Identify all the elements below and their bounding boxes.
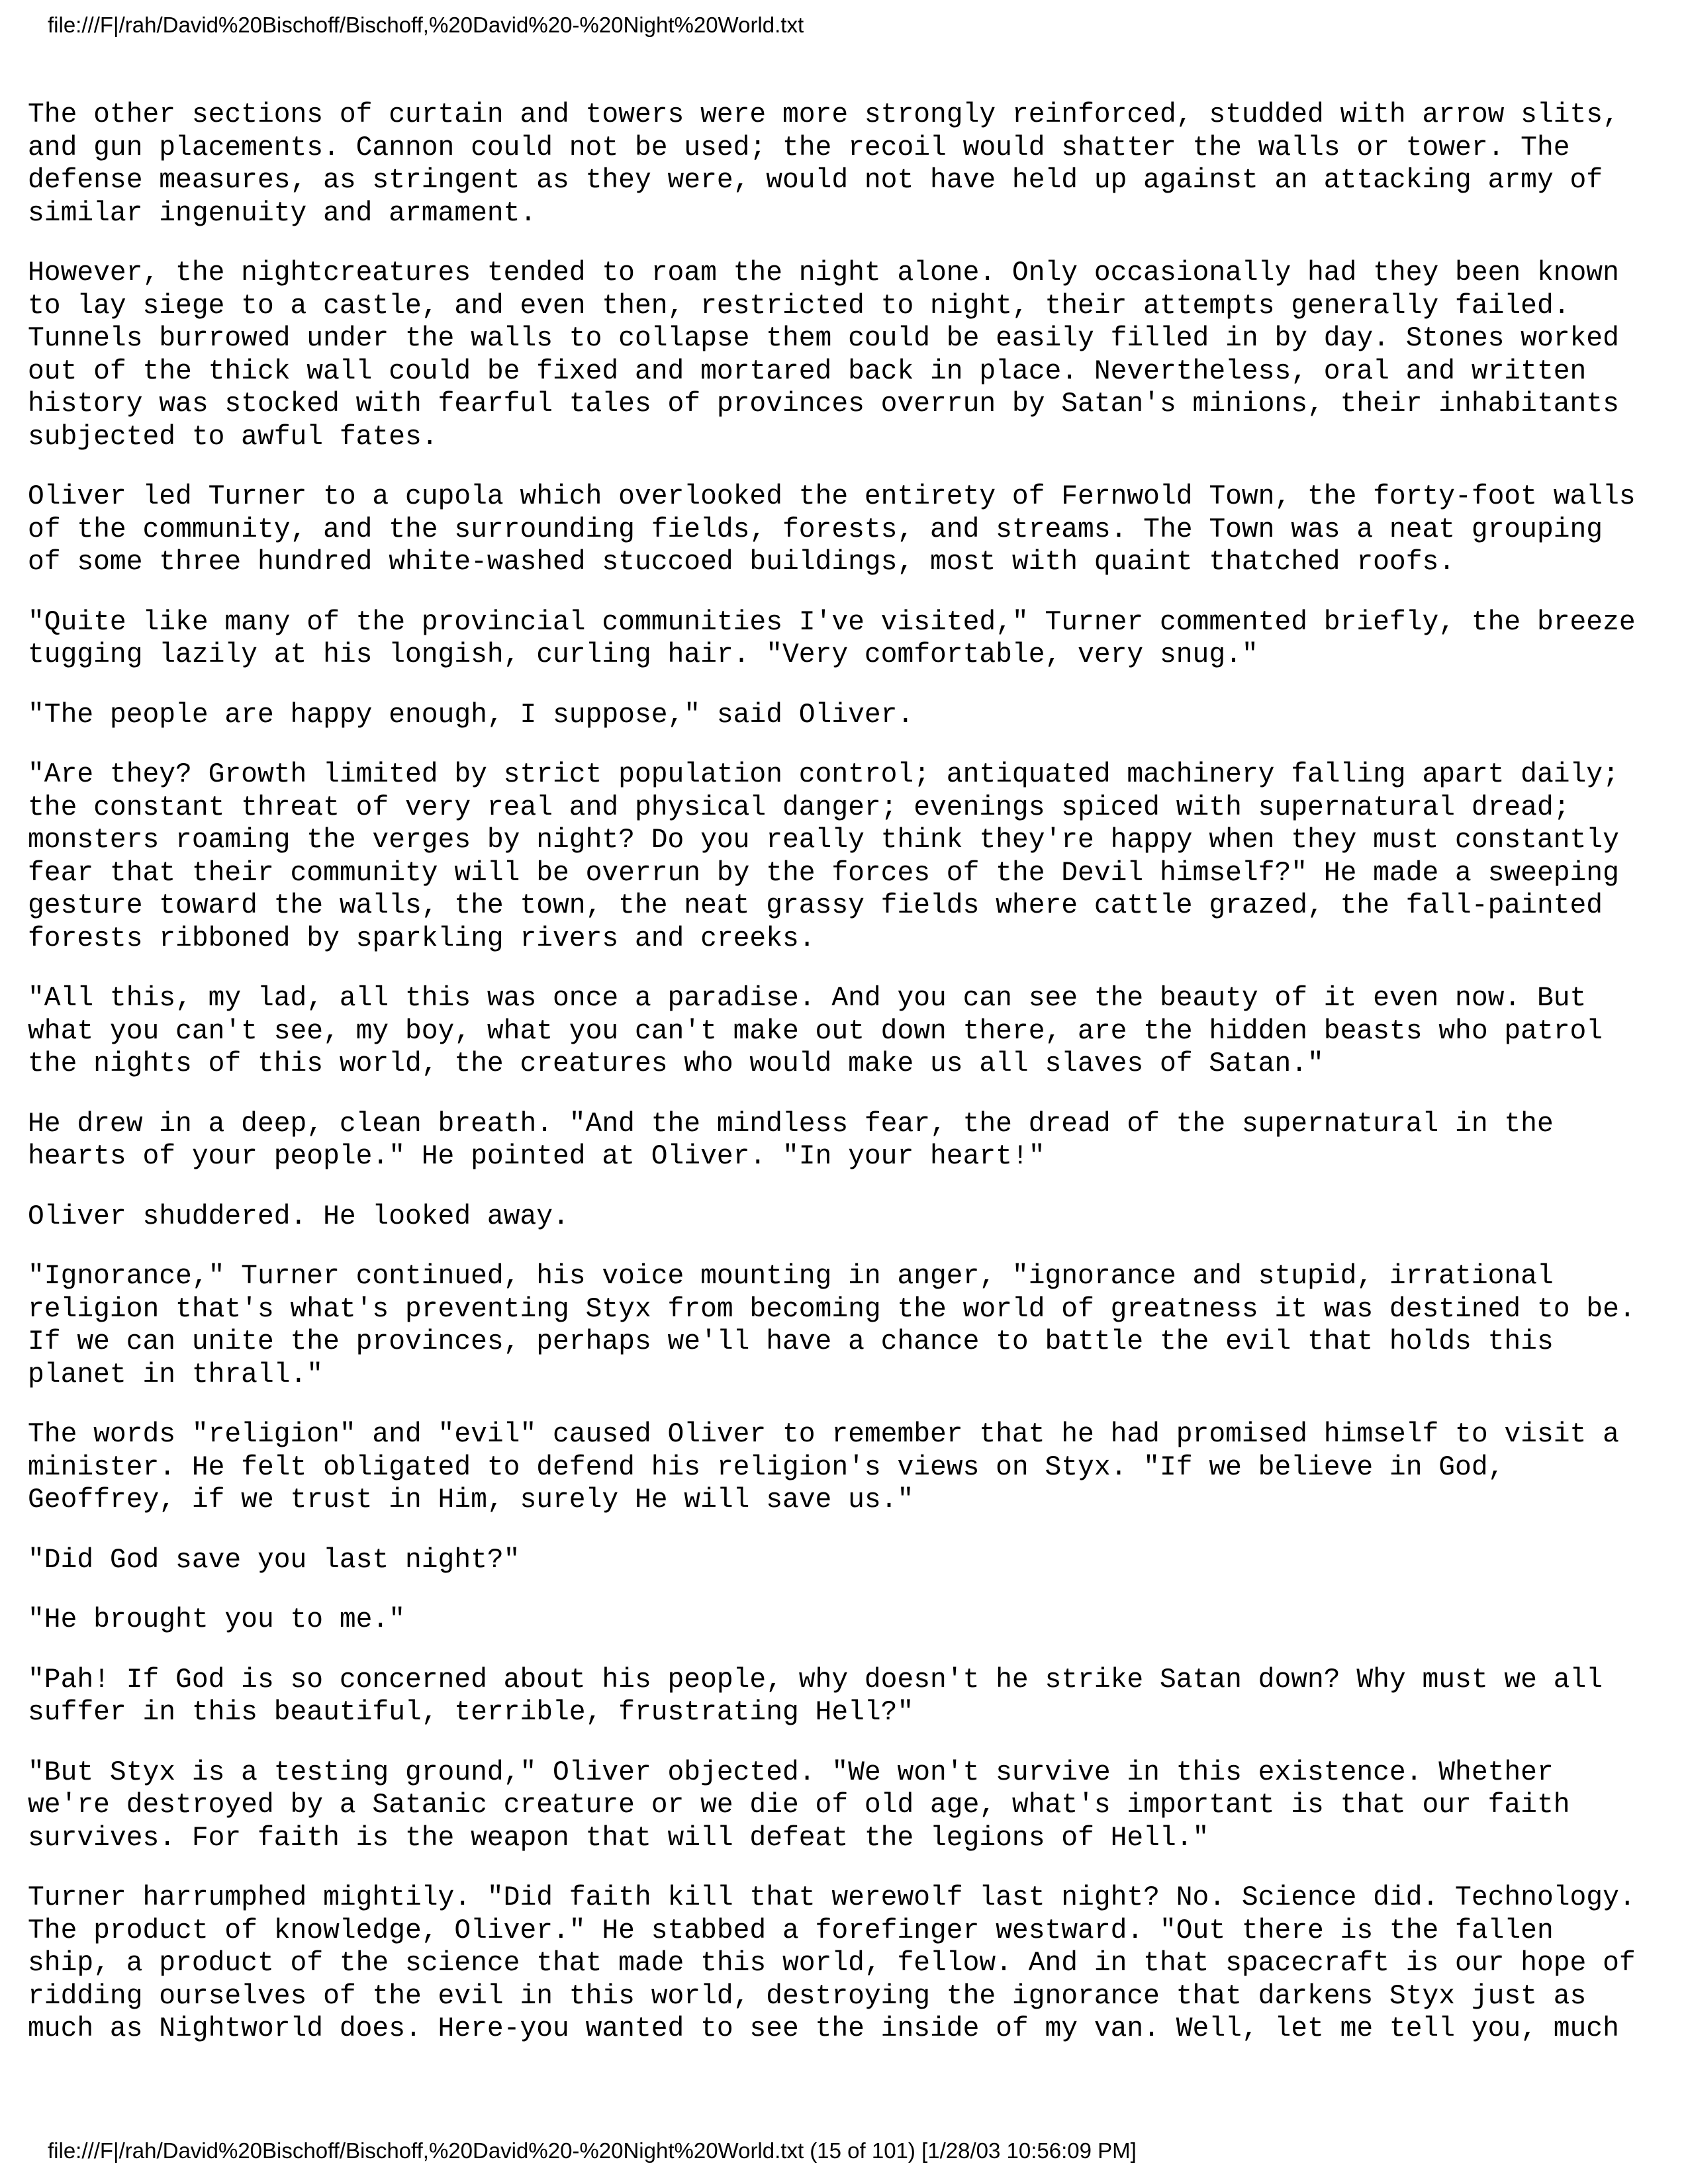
paragraph: However, the nightcreatures tended to roam the night alone. Only occasionally had they been known to lay siege to a castle, and even then, restricted to night, their attempts generally failed. Tunnels burrowed under the walls to collapse them could be easily filled in by day. Stones worked out of the thick wall could be fixed and mortared back in place. Nevertheless, oral and written history was stocked with fearful tales of provinces overrun by Satan's minions, their inhabitants subjected to awful fates. — [28, 258, 1619, 453]
paragraph: "Pah! If God is so concerned about his people, why doesn't he strike Satan down? Why must we all suffer in this beautiful, terrible, frustrating Hell?" — [28, 1664, 1603, 1728]
paragraph: "He brought you to me." — [28, 1605, 405, 1635]
paragraph: The words "religion" and "evil" caused Oliver to remember that he had promised himself to visit a minister. He felt obligated to defend his religion's views on Styx. "If we believe in God, Geoffrey, if we trust in Him, surely He will save us." — [28, 1420, 1619, 1516]
paragraph: He drew in a deep, clean breath. "And the mindless fear, the dread of the supernatural in the hearts of your people." He pointed at Oliver. "In your heart!" — [28, 1109, 1554, 1172]
paragraph: "Ignorance," Turner continued, his voice mounting in anger, "ignorance and stupid, irrational religion that's what's preventing Styx from becoming the world of greatness it was destined to be. If we can unite the provinces, perhaps we'll have a chance to battle the evil that holds this planet in thrall." — [28, 1261, 1636, 1390]
page-footer-path: file:///F|/rah/David%20Bischoff/Bischoff,%20David%20-%20Night%20World.txt (15 of 101) [1/28/03 10:56:09 PM] — [48, 2138, 1137, 2163]
paragraph: Oliver shuddered. He looked away. — [28, 1201, 569, 1232]
paragraph: The other sections of curtain and towers were more strongly reinforced, studded with arrow slits, and gun placements. Cannon could not be used; the recoil would shatter the walls or tower. The defense measures, as stringent as they were, would not have held up against an attacking army of similar ingenuity and armament. — [28, 100, 1619, 229]
paragraph: "Are they? Growth limited by strict population control; antiquated machinery falling apart daily; the constant threat of very real and physical danger; evenings spiced with supernatural dread; monsters roaming the verges by night? Do you really think they're happy when they must constantly fear that their community will be overrun by the forces of the Devil himself?" He made a sweeping gesture toward the walls, the town, the neat grassy fields where cattle grazed, the fall-painted forests ribboned by sparkling rivers and creeks. — [28, 760, 1619, 954]
paragraph: "All this, my lad, all this was once a paradise. And you can see the beauty of it even now. But what you can't see, my boy, what you can't make out down there, are the hidden beasts who patrol the nights of this world, the creatures who would make us all slaves of Satan." — [28, 983, 1603, 1079]
paragraph: "Did God save you last night?" — [28, 1545, 520, 1576]
page-header-path: file:///F|/rah/David%20Bischoff/Bischoff,%20David%20-%20Night%20World.txt — [48, 13, 804, 37]
paragraph: "Quite like many of the provincial communities I've visited," Turner commented briefly, the breeze tugging lazily at his longish, curling hair. "Very comfortable, very snug." — [28, 607, 1636, 670]
paragraph: "The people are happy enough, I suppose," said Oliver. — [28, 700, 914, 731]
document-body — [28, 99, 1663, 2073]
paragraph: Oliver led Turner to a cupola which overlooked the entirety of Fernwold Town, the forty-foot walls of the community, and the surrounding fields, forests, and streams. The Town was a neat grouping of some three hundred white-washed stuccoed buildings, most with quaint thatched roofs. — [28, 482, 1636, 578]
paragraph: "But Styx is a testing ground," Oliver objected. "We won't survive in this existence. Whether we're destroyed by a Satanic creature or we die of old age, what's important is that our faith survives. For faith is the weapon that will defeat the legions of Hell." — [28, 1757, 1570, 1854]
paragraph: Turner harrumphed mightily. "Did faith kill that werewolf last night? No. Science did. Technology. The product of knowledge, Oliver." He stabbed a forefinger westward. "Out there is the fallen ship, a product of the science that made this world, fellow. And in that spacecraft is our hope of ridding ourselves of the evil in this world, destroying the ignorance that darkens Styx just as much as Nightworld does. Here-you wanted to see the inside of my van. Well, let me tell you, much — [28, 1883, 1636, 2044]
